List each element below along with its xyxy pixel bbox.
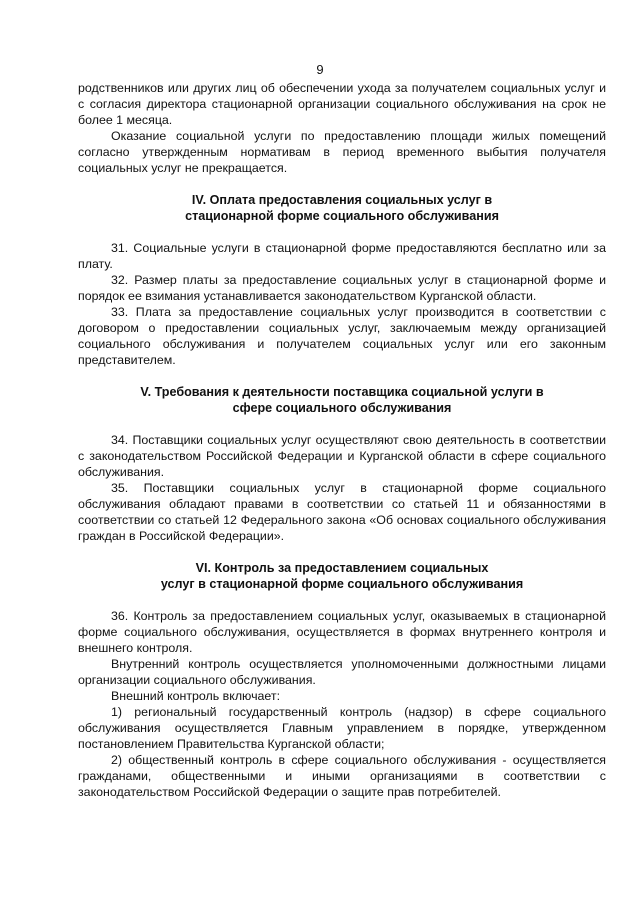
- section-heading: [78, 560, 606, 592]
- section-heading: [78, 192, 606, 224]
- paragraph: 2) общественный контроль в сфере социального обслуживания - осуществляется гражданами, общественными и иными организациями в соответствии с законодательством Российской Федерации о защите прав потребителей.: [78, 753, 606, 799]
- paragraph: 1) региональный государственный контроль (надзор) в сфере социального обслуживания осуществляется Главным управлением в порядке, утвержденном постановлением Правительства Курганской области;: [78, 705, 606, 751]
- paragraph: 31. Социальные услуги в стационарной форме предоставляются бесплатно или за плату.: [78, 241, 606, 271]
- page-number: 9: [316, 62, 324, 77]
- section-heading-line: стационарной форме социального обслуживания: [185, 209, 499, 223]
- paragraph: 33. Плата за предоставление социальных услуг производится в соответствии с договором о предоставлении социальных услуг, заключаемым между организацией социального обслуживания и получателем социальных услуг или его законным представителем.: [78, 305, 606, 367]
- section-heading-line: сфере социального обслуживания: [232, 401, 452, 415]
- paragraph: 32. Размер платы за предоставление социальных услуг в стационарной форме и порядок ее взимания устанавливается законодательством Курганской области.: [78, 273, 606, 303]
- section-heading: [78, 384, 606, 416]
- paragraph: Оказание социальной услуги по предоставлению площади жилых помещений согласно утвержденным нормативам в период временного выбытия получателя социальных услуг не прекращается.: [78, 129, 606, 175]
- section-heading-line: V. Требования к деятельности поставщика социальной услуги в: [140, 385, 544, 399]
- paragraph: родственников или других лиц об обеспечении ухода за получателем социальных услуг и с согласия директора стационарной организации социального обслуживания на срок не более 1 месяца.: [78, 81, 606, 127]
- paragraph: 35. Поставщики социальных услуг в стационарной форме социального обслуживания обладают правами в соответствии со статьей 11 и обязанностями в соответствии со статьей 12 Федерального закона «Об основах социального обслуживания граждан в Российской Федерации».: [78, 481, 606, 543]
- paragraph: Внешний контроль включает:: [111, 689, 281, 703]
- paragraph: 36. Контроль за предоставлением социальных услуг, оказываемых в стационарной форме социального обслуживания, осуществляется в формах внутреннего контроля и внешнего контроля.: [78, 609, 606, 655]
- section-heading-line: VI. Контроль за предоставлением социальных: [195, 561, 489, 575]
- section-heading-line: услуг в стационарной форме социального обслуживания: [160, 577, 524, 591]
- paragraph: 34. Поставщики социальных услуг осуществляют свою деятельность в соответствии с законодательством Российской Федерации и Курганской области в сфере социального обслуживания.: [78, 433, 606, 479]
- paragraph: Внутренний контроль осуществляется уполномоченными должностными лицами организации социального обслуживания.: [78, 657, 606, 687]
- document-body: [78, 80, 606, 800]
- section-heading-line: IV. Оплата предоставления социальных услуг в: [191, 193, 493, 207]
